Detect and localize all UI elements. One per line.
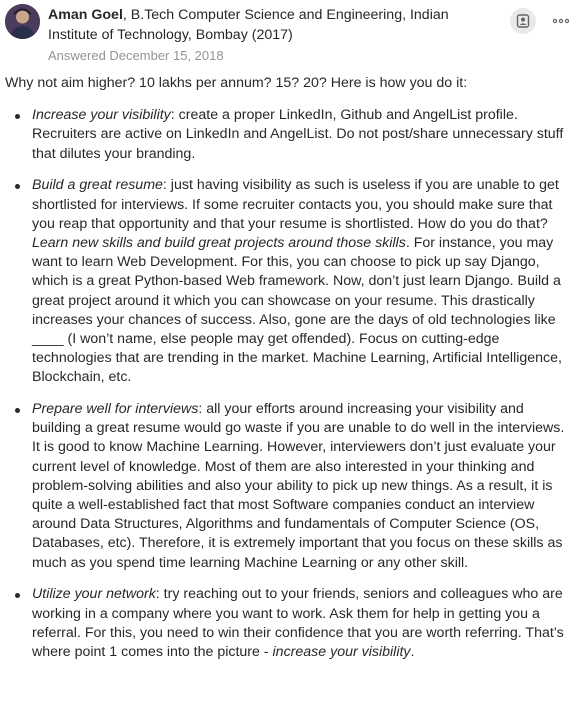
point-text: : just having visibility as such is useless if you are unable to get shortlisted for interviews. If some recruiter contacts you, you should make sure that you reap that opportunity and that your resume is shortlisted. How do you do that?: [32, 177, 559, 232]
point-text: .: [410, 643, 415, 660]
share-button[interactable]: [510, 8, 536, 34]
avatar[interactable]: [5, 4, 40, 39]
list-item: [5, 106, 571, 164]
point-title: Prepare well for interviews: [32, 401, 199, 418]
list-item: [5, 176, 571, 387]
point-emphasis: increase your visibility: [272, 643, 411, 660]
share-icon: [516, 14, 530, 28]
answer-header: [0, 0, 578, 70]
point-title: Utilize your network: [32, 586, 156, 603]
point-text: . For instance, you may want to learn Web Development. For this, you can choose to pick up say Django, which is a great Python-based Web framework. Now, don’t just learn Django. Build a great project around it which you can showcase on your resume. This drastically increases your chances of success. Also, gone are the days of old technologies like ____ (I won’t name, else people may get offended). Focus on cutting-edge technologies that are trending in the market. Machine Learning, Artificial Intelligence, Blockchain, etc.: [32, 234, 562, 386]
point-title: Increase your visibility: [32, 107, 171, 124]
point-text: : create a proper LinkedIn, Github and AngelList profile. Recruiters are active on LinkedIn and AngelList. Do not post/share unnecessary stuff that dilutes your branding.: [32, 107, 564, 162]
point-text: : try reaching out to your friends, seniors and colleagues who are working in a company where you want to work. Ask them for help in getting you a referral. For this, you need to win their confidence that you are worth referring. That’s where point 1 comes into the picture -: [32, 586, 564, 660]
more-button[interactable]: [548, 8, 574, 34]
point-emphasis: Learn new skills and build great projects around those skills: [32, 234, 406, 251]
list-item: [5, 585, 571, 662]
list-item: [5, 400, 571, 573]
author-line: [48, 6, 468, 45]
more-icon: [553, 18, 569, 24]
author-credential: , B.Tech Computer Science and Engineering, Indian Institute of Technology, Bombay (2017): [48, 7, 449, 43]
author-name[interactable]: Aman Goel: [48, 7, 123, 23]
intro-text: Why not aim higher? 10 lakhs per annum? 15? 20? Here is how you do it:: [5, 75, 468, 91]
point-text: : all your efforts around increasing your visibility and building a great resume would go waste if you are unable to do well in the interviews. It is good to know Machine Learning. However, interviewers don’t just evaluate your current level of knowledge. Most of them are also interested in your thinking and problem-solving abilities and also your ability to pick up new things. As a result, it is quite a well-established fact that most Software companies conduct an interview around Data Structures, Algorithms and fundamentals of Computer Science (OS, Databases, etc). Therefore, it is extremely important that you focus on these skills as much as you spend time learning Machine Learning or any other skill.: [32, 401, 565, 571]
point-title: Build a great resume: [32, 177, 163, 194]
answer-content: [5, 74, 571, 675]
tips-list: [5, 106, 571, 662]
answered-date[interactable]: Answered December 15, 2018: [48, 48, 224, 63]
